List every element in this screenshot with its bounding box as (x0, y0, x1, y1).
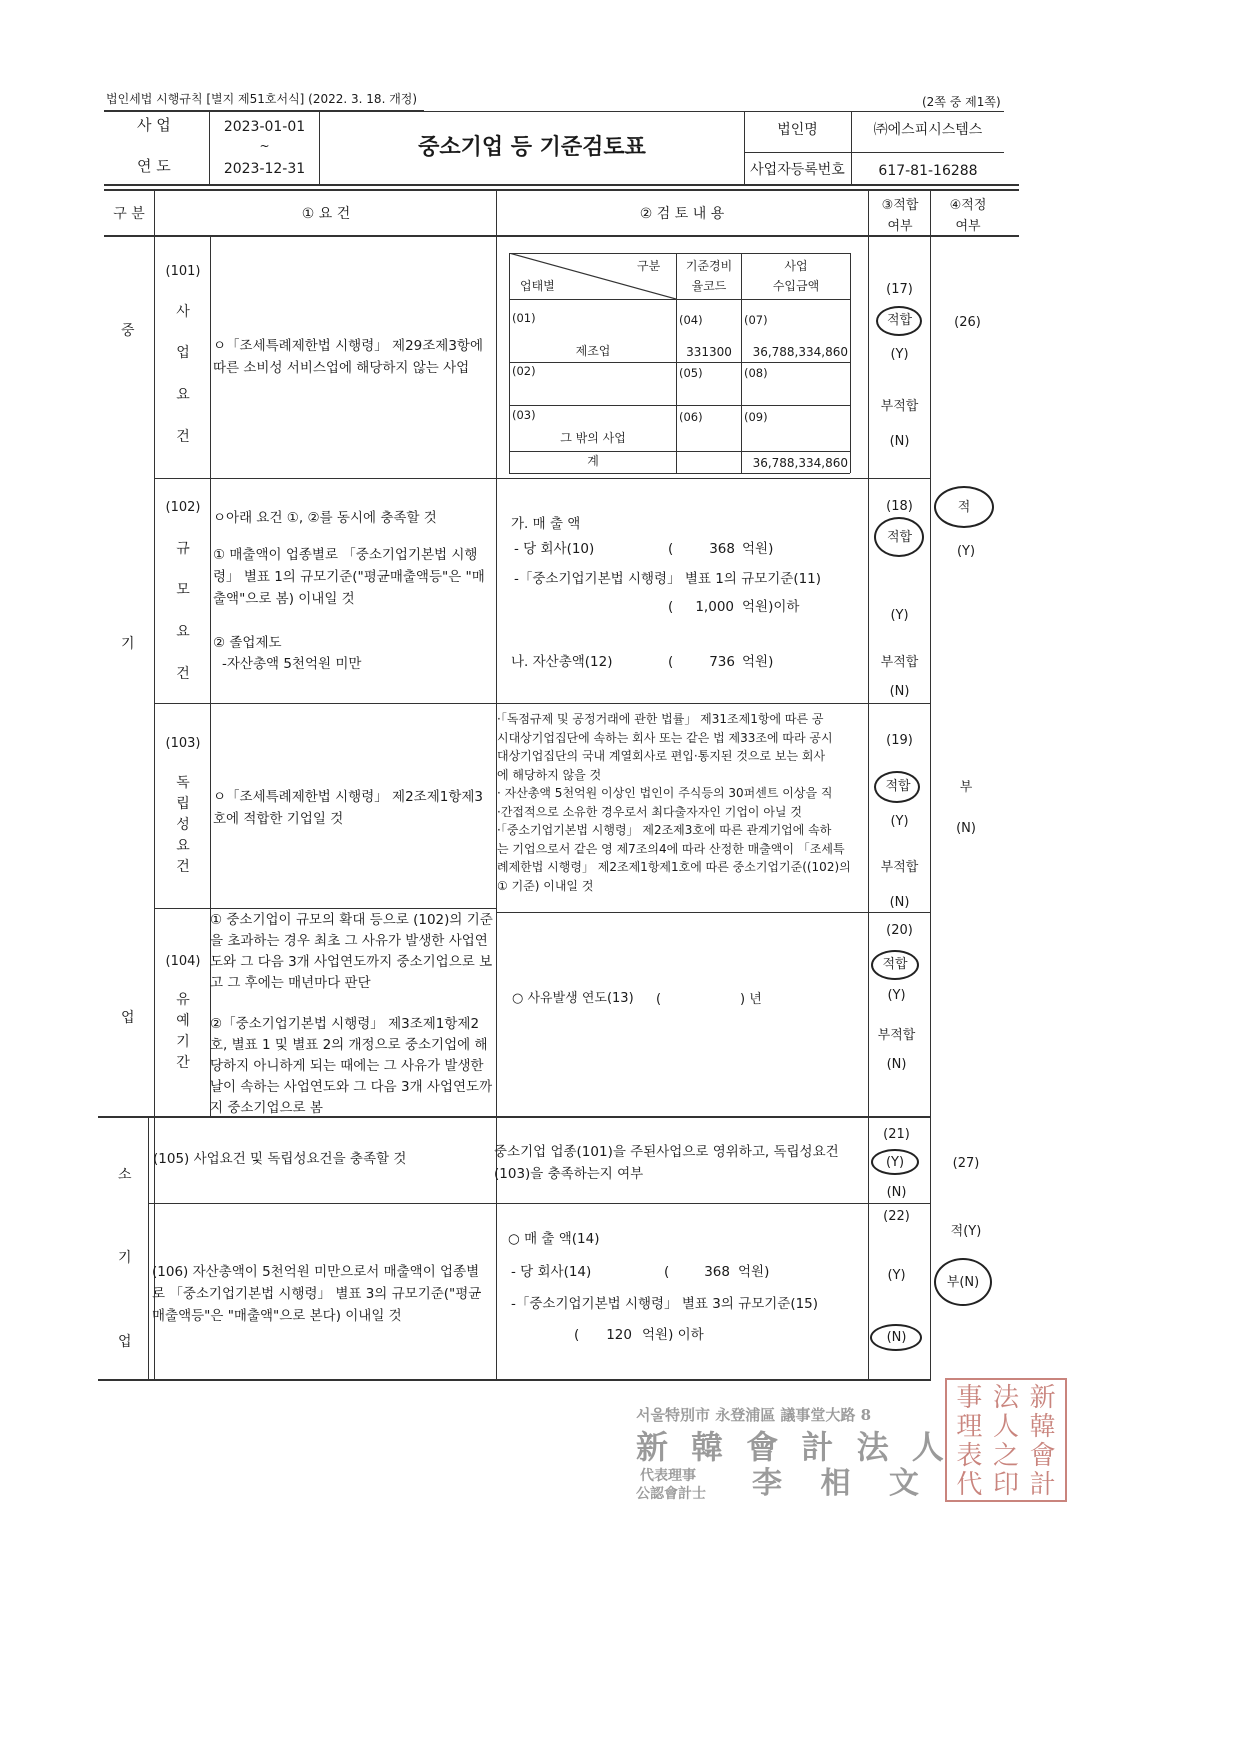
row-102-label-char: 모 (176, 582, 190, 598)
row-103-final-n: (N) (956, 821, 976, 836)
col-final-1: ④적정 (949, 198, 987, 213)
seal-char: 計 (1029, 1470, 1056, 1500)
col-fit-1: ③적합 (881, 198, 919, 213)
row-102-label-char: 건 (176, 666, 190, 682)
row-104-req-2: ②「중소기업기본법 시행령」 제3조제1항제2호, 별표 1 및 별표 2의 개정으로 중소기업에 해당하지 아니하게 되는 때에는 그 사유가 발생한 날이 속하는 사업연도와 그 다음 3개 사업연도까지 중소기업으로 봄 (210, 1016, 493, 1116)
period-label-1: 사 업 (137, 116, 171, 134)
row-104-review-label: ○ 사유발생 연도(13) (512, 991, 634, 1006)
row-102-fit-code: (18) (886, 499, 913, 514)
col-final-2: 여부 (955, 219, 981, 234)
row-101-fit-yes[interactable]: 적합 (886, 313, 913, 328)
col-requirement: ① 요 건 (301, 206, 351, 222)
row-103-code: (103) (165, 736, 201, 751)
row-103-label-char: 성 (176, 817, 190, 833)
row-106-fit-n[interactable]: (N) (886, 1330, 907, 1345)
row-101-code: (101) (165, 264, 201, 279)
row-105-fit-y[interactable]: (Y) (885, 1155, 905, 1170)
row-104-label-char: 간 (176, 1055, 190, 1071)
row-106-company-paren: ( (664, 1264, 670, 1280)
page-indicator: (2쪽 중 제1쪽) (922, 95, 1001, 109)
seal-char: 人 (992, 1412, 1019, 1442)
row-102-assets-label: 나. 자산총액(12) (511, 654, 613, 670)
table-row-3-c3: (09) (744, 410, 768, 424)
row-101-label-char: 업 (176, 345, 190, 361)
seal-char: 理 (956, 1412, 983, 1442)
row-102-fit-no[interactable]: 부적합 (880, 655, 919, 670)
seal-char: 韓 (1029, 1412, 1056, 1442)
row-102-std-label: -「중소기업기본법 시행령」 별표 1의 규모기준(11) (514, 571, 822, 587)
table-diag-bottom: 업태별 (520, 279, 555, 293)
row-102-final-y: (Y) (956, 544, 976, 559)
section-small-char-2: 기 (118, 1250, 132, 1266)
row-103-fit-n: (N) (889, 895, 910, 910)
row-103-fit-code: (19) (886, 733, 913, 748)
row-102-company-value: 368 (709, 541, 735, 557)
row-101-label-char: 건 (176, 429, 190, 445)
row-103-review-line: 시대상기업집단에 속하는 회사 또는 같은 법 제33조에 따라 공시 (497, 730, 833, 745)
row-103-label-char: 요 (176, 838, 190, 854)
seal-char: 新 (1029, 1383, 1056, 1413)
row-105-fit-n: (N) (886, 1185, 907, 1200)
row-104-req-1: ① 중소기업이 규모의 확대 등으로 (102)의 기준을 초과하는 경우 최초 그 사유가 발생한 사업연도와 그 다음 3개 사업연도까지 중소기업으로 보고 그 후에는 매년마다 판단 (210, 912, 493, 991)
section-small-char-1: 소 (118, 1167, 132, 1183)
table-col2-head-1: 기준경비 (685, 259, 733, 273)
row-104-fit-code: (20) (886, 923, 913, 938)
row-103-review-line: 례제한법 시행령」 제2조제1항제1호에 따른 중소기업기준((102)의 (497, 860, 851, 874)
seal-char: 法 (992, 1383, 1019, 1413)
row-103-fit-no[interactable]: 부적합 (880, 860, 919, 875)
row-106-requirement: (106) 자산총액이 5천억원 미만으로서 매출액이 업종별로 「중소기업기본법 시행령」 별표 3의 규모기준("평균매출액등"은 "매출액"으로 본다) 이내일 것 (152, 1264, 482, 1324)
row-102-code: (102) (165, 500, 201, 515)
table-row-1-amount: 36,788,334,860 (752, 345, 848, 359)
row-102-std-unit: 억원)이하 (742, 599, 800, 615)
row-106-company-label: - 당 회사(14) (511, 1264, 592, 1280)
biz-no-value: 617-81-16288 (878, 163, 978, 179)
row-102-sales-title: 가. 매 출 액 (511, 516, 581, 532)
row-102-company-paren: ( (668, 541, 674, 557)
row-101-label-char: 사 (176, 304, 190, 320)
table-row-2-code: (02) (512, 364, 536, 378)
row-104-label-char: 예 (176, 1013, 190, 1029)
row-106-company-unit: 억원) (738, 1264, 770, 1280)
stamp-firm-name: 新 韓 會 計 法 人 (636, 1428, 950, 1466)
row-104-label-char: 기 (176, 1034, 190, 1050)
row-104-fit-n: (N) (886, 1057, 907, 1072)
stamp-rep-title-1: 代表理事 (640, 1468, 696, 1484)
row-104-fit-yes[interactable]: 적합 (882, 957, 908, 972)
biz-no-label: 사업자등록번호 (750, 162, 845, 178)
row-103-label-char: 독 (176, 775, 190, 791)
row-105-fit-code: (21) (883, 1127, 910, 1142)
seal-char: 表 (956, 1441, 983, 1471)
row-103-fit-yes[interactable]: 적합 (885, 779, 911, 794)
table-row-1-c2: (04) (679, 313, 703, 327)
table-row-2-c3: (08) (744, 366, 768, 380)
row-102-label-char: 요 (176, 624, 190, 640)
row-106-std-unit: 억원) 이하 (642, 1327, 704, 1343)
row-103-review-list (497, 710, 867, 895)
row-101-requirement: ㅇ「조세특례제한법 시행령」 제29조제3항에 따른 소비성 서비스업에 해당하지 않는 사업 (213, 338, 484, 376)
row-104-fit-y: (Y) (887, 988, 906, 1003)
company-seal (945, 1378, 1067, 1502)
row-103-final-mark: 부 (959, 780, 973, 795)
row-103-label-char: 건 (176, 859, 190, 875)
corp-name-label: 법인명 (777, 122, 818, 138)
period-start: 2023-01-01 (223, 119, 306, 135)
col-category: 구 분 (113, 206, 145, 222)
table-row-3-c2: (06) (679, 410, 703, 424)
row-103-review-line: 대상기업집단의 국내 계열회사로 편입·통지된 것으로 보는 회사 (497, 749, 826, 763)
table-row-3-code: (03) (512, 408, 536, 422)
row-101-fit-n: (N) (889, 434, 910, 449)
seal-char: 代 (956, 1470, 983, 1500)
row-102-final-mark[interactable]: 적 (957, 500, 971, 515)
row-105-requirement: (105) 사업요건 및 독립성요건을 충족할 것 (153, 1151, 407, 1167)
table-row-1-c3: (07) (744, 313, 768, 327)
row-106-std-value: 120 (606, 1327, 632, 1343)
stamp-rep-name: 李 相 文 (752, 1466, 933, 1501)
row-102-fit-y: (Y) (890, 608, 909, 623)
row-102-fit-n: (N) (889, 684, 910, 699)
row-102-assets-paren: ( (668, 654, 674, 670)
row-103-requirement: ㅇ「조세특례제한법 시행령」 제2조제1항제3호에 적합한 기업일 것 (213, 789, 484, 827)
row-102-std-value: 1,000 (695, 599, 734, 615)
section-sme-char-1: 중 (121, 323, 135, 339)
seal-char: 印 (992, 1470, 1019, 1500)
period-end: 2023-12-31 (223, 161, 306, 177)
row-102-req-2-title: ② 졸업제도 (213, 635, 282, 651)
corp-name-value: ㈜에스피시스템스 (873, 122, 983, 138)
row-101-fit-no[interactable]: 부적합 (880, 399, 919, 414)
row-104-code: (104) (165, 954, 201, 969)
row-104-review-open: ( (656, 992, 662, 1007)
row-106-std-label: -「중소기업기본법 시행령」 별표 3의 규모기준(15) (511, 1296, 819, 1312)
table-col2-head-2: 율코드 (691, 279, 727, 293)
row-102-assets-unit: 억원) (742, 654, 774, 670)
table-col3-head-1: 사업 (784, 259, 808, 273)
col-fit-2: 여부 (887, 219, 913, 234)
row-103-review-line: · 자산총액 5천억원 이상인 법인이 주식등의 30퍼센트 이상을 직 (497, 786, 833, 800)
row-106-fit-code: (22) (883, 1209, 910, 1224)
row-105-review: 중소기업 업종(101)을 주된사업으로 영위하고, 독립성요건(103)을 충족하는지 여부 (494, 1144, 839, 1182)
row-102-company-label: - 당 회사(10) (514, 541, 595, 557)
row-103-review-line: 는 기업으로서 같은 영 제7조의4에 따라 산정한 매출액이 「조세특 (497, 841, 845, 856)
table-total-amount: 36,788,334,860 (752, 456, 848, 470)
section-small-char-3: 업 (118, 1334, 132, 1350)
row-103-review-line: ① 기준) 이내일 것 (497, 878, 594, 893)
row-101-final-code: (26) (954, 315, 981, 330)
page-title: 중소기업 등 기준검토표 (418, 135, 646, 160)
row-102-company-unit: 억원) (742, 541, 774, 557)
row-101-label-char: 요 (176, 387, 190, 403)
row-102-req-intro: ㅇ아래 요건 ①, ②를 동시에 충족할 것 (213, 510, 437, 526)
stamp-rep-title-2: 公認會計士 (636, 1486, 706, 1502)
row-102-assets-value: 736 (709, 654, 735, 670)
row-106-company-value: 368 (704, 1264, 730, 1280)
row-102-req-1: ① 매출액이 업종별로 「중소기업기본법 시행령」 별표 1의 규모기준("평균매출액등"은 "매출액"으로 봄) 이내일 것 (213, 547, 485, 607)
table-diag-top: 구분 (637, 259, 661, 273)
row-106-sales-title: ○ 매 출 액(14) (508, 1231, 600, 1247)
row-103-review-line: ·간접적으로 소유한 경우로서 최다출자자인 기업이 아닐 것 (497, 804, 802, 819)
table-row-2-c2: (05) (679, 366, 703, 380)
row-105-final-code: (27) (952, 1156, 980, 1171)
stamp-address: 서울特別市 永登浦區 議事堂大路 8 (636, 1406, 872, 1424)
row-101-fit-code: (17) (886, 282, 913, 297)
table-col3-head-2: 수입금액 (772, 279, 820, 293)
row-106-final-y: 적(Y) (950, 1224, 982, 1239)
row-106-fit-y: (Y) (887, 1268, 906, 1283)
row-103-label-char: 립 (176, 796, 190, 812)
row-101-fit-y: (Y) (890, 347, 909, 362)
table-row-1-name: 제조업 (575, 344, 611, 358)
table-row-1-std-code: 331300 (686, 345, 732, 359)
section-sme-char-3: 업 (121, 1010, 135, 1026)
form-reference: 법인세법 시행규칙 [별지 제51호서식] (2022. 3. 18. 개정) (106, 92, 418, 106)
seal-char: 事 (956, 1383, 983, 1413)
row-102-fit-yes[interactable]: 적합 (886, 530, 913, 545)
row-106-final-n[interactable]: 부(N) (946, 1275, 980, 1290)
row-103-fit-y: (Y) (890, 814, 909, 829)
row-102-req-2-detail: -자산총액 5천억원 미만 (222, 656, 362, 672)
table-row-3-name: 그 밖의 사업 (560, 431, 626, 445)
seal-char: 會 (1029, 1441, 1056, 1471)
row-102-label-char: 규 (176, 541, 190, 557)
period-tilde: ~ (259, 139, 270, 153)
row-104-review-close: ) 년 (740, 992, 762, 1007)
col-review: ② 검 토 내 용 (639, 206, 725, 222)
table-row-1-code: (01) (512, 311, 536, 325)
period-label-2: 연 도 (137, 157, 171, 175)
table-total-label: 계 (587, 454, 599, 468)
row-103-review-line: 에 해당하지 않을 것 (497, 767, 602, 782)
seal-char: 之 (992, 1441, 1019, 1471)
row-106-std-paren: ( (574, 1327, 580, 1343)
section-sme-char-2: 기 (121, 636, 135, 652)
row-103-review-line: ·「중소기업기본법 시행령」 제2조제3호에 따른 관계기업에 속하 (497, 823, 832, 837)
row-103-review-line: ·「독점규제 및 공정거래에 관한 법률」 제31조제1항에 따른 공 (497, 712, 824, 726)
row-104-fit-no[interactable]: 부적합 (877, 1028, 916, 1043)
row-102-std-paren: ( (668, 599, 674, 615)
row-104-label-char: 유 (176, 992, 190, 1008)
